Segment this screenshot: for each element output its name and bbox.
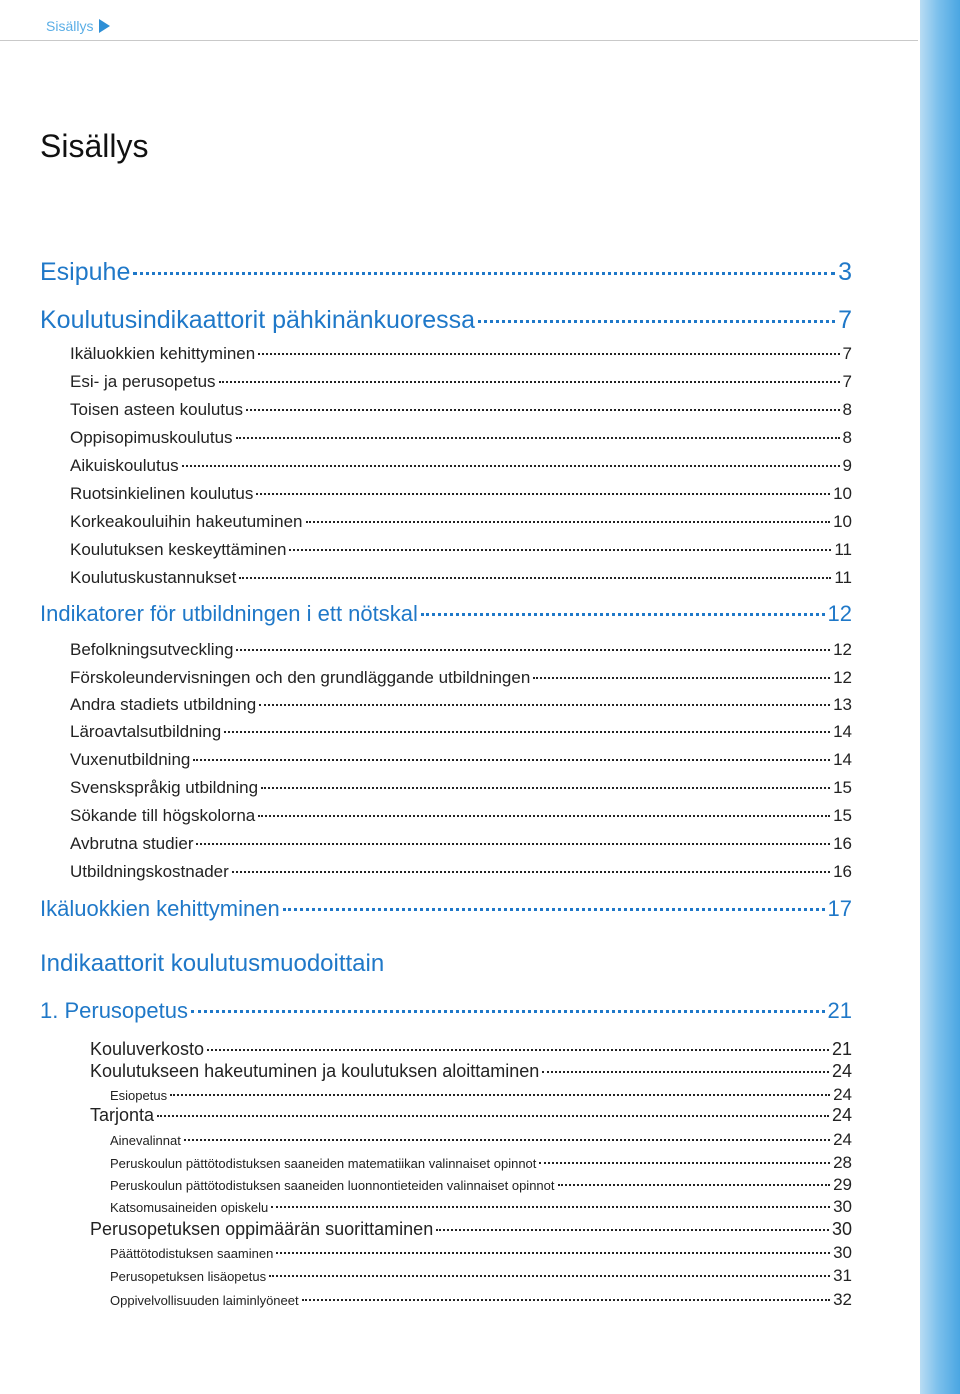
leader-dots [269,1275,830,1277]
page-title: Sisällys [40,128,149,164]
leader-dots [271,1206,830,1208]
leader-dots [157,1115,829,1117]
toc-entry-label: Esi- ja perusopetus [70,372,216,391]
leader-dots [133,272,835,275]
toc-entry[interactable] [70,568,852,588]
section-heading: Indikaattorit koulutusmuodoittain [40,950,385,977]
play-arrow-icon[interactable] [99,19,110,33]
toc-entry-label: Ikäluokkien kehittyminen [70,344,256,363]
toc-entry[interactable] [110,1153,852,1173]
toc-entry-page: 30 [833,1243,852,1262]
toc-entry-page: 17 [827,896,852,921]
leader-dots [276,1252,830,1254]
toc-entry-label: Ainevalinnat [110,1133,181,1148]
leader-dots [421,613,825,616]
leader-dots [193,759,830,761]
toc-entry-label: Esiopetus [110,1088,168,1103]
toc-entry-label: Förskoleundervisningen och den grundläggande utbildningen [70,668,531,687]
leader-dots [259,704,830,706]
toc-entry-page: 12 [833,668,852,687]
toc-entry-label: Päättötodistuksen saaminen [110,1246,274,1261]
toc-entry-page: 30 [833,1197,852,1216]
toc-entry-label: Katsomusaineiden opiskelu [110,1200,269,1215]
toc-entry-page: 30 [831,1219,852,1239]
toc-entry[interactable] [70,400,852,420]
toc-entry[interactable] [70,640,852,660]
toc-entry[interactable] [90,1219,852,1240]
toc-entry-page: 12 [827,601,852,626]
toc-entry[interactable] [70,668,852,688]
toc-entry-label: Koulutukseen hakeutuminen ja koulutuksen aloittaminen [90,1061,540,1081]
toc-entry-page: 32 [833,1290,852,1309]
toc-entry-label: Perusopetuksen oppimäärän suorittaminen [90,1219,434,1239]
toc-entry-label: Vuxenutbildning [70,750,191,769]
toc-entry-label: Avbrutna studier [70,834,194,853]
breadcrumb-label[interactable]: Sisällys [46,18,94,34]
toc-entry[interactable] [70,695,852,715]
toc-entry-label: Toisen asteen koulutus [70,400,243,419]
leader-dots [256,493,830,495]
toc-entry-page: 11 [834,568,852,587]
leader-dots [170,1094,830,1096]
leader-dots [542,1071,829,1073]
leader-dots [224,731,830,733]
toc-entry[interactable] [110,1175,852,1195]
leader-dots [283,908,825,911]
toc-entry-page: 29 [833,1175,852,1194]
toc-entry[interactable] [70,778,852,798]
toc-entry-label: Befolkningsutveckling [70,640,234,659]
leader-dots [478,320,835,323]
toc-entry-page: 7 [842,344,852,363]
toc-entry[interactable] [70,344,852,364]
toc-entry-page: 24 [831,1105,852,1125]
toc-entry-label: Oppisopimuskoulutus [70,428,233,447]
toc-entry-fi-section[interactable] [40,306,852,335]
toc-entry-page: 10 [833,484,852,503]
toc-entry-esipuhe[interactable] [40,258,852,287]
breadcrumb[interactable] [46,18,110,34]
toc-entry-label: Ruotsinkielinen koulutus [70,484,254,503]
leader-dots [289,549,831,551]
toc-entry-page: 13 [833,695,852,714]
toc-entry-page: 24 [831,1061,852,1081]
toc-entry[interactable] [90,1039,852,1060]
toc-entry[interactable] [110,1197,852,1217]
toc-entry-label: Sökande till högskolorna [70,806,256,825]
toc-entry-label: Korkeakouluihin hakeutuminen [70,512,303,531]
toc-entry-page: 14 [833,722,852,741]
toc-entry-label: Koulutusindikaattorit pähkinänkuoressa [40,306,475,334]
leader-dots [436,1229,829,1231]
toc-entry-label: Koulutuksen keskeyttäminen [70,540,287,559]
leader-dots [191,1010,825,1013]
leader-dots [207,1049,829,1051]
leader-dots [236,437,840,439]
toc-entry-ikaluokkien[interactable] [40,896,852,922]
toc-entry-page: 9 [842,456,852,475]
toc-entry-page: 21 [827,998,852,1023]
leader-dots [539,1162,830,1164]
toc-entry-label: Tarjonta [90,1105,155,1125]
toc-entry-label: Andra stadiets utbildning [70,695,257,714]
toc-entry-page: 12 [833,640,852,659]
leader-dots [219,381,840,383]
toc-entry[interactable] [70,540,852,560]
toc-entry-page: 15 [833,778,852,797]
toc-entry-page: 16 [833,862,852,881]
leader-dots [196,843,830,845]
header-divider [0,40,918,41]
toc-entry[interactable] [90,1105,852,1126]
leader-dots [306,521,831,523]
toc-entry[interactable] [70,428,852,448]
leader-dots [232,871,830,873]
toc-entry-label: Oppivelvollisuuden laiminlyöneet [110,1293,299,1308]
toc-entry[interactable] [110,1243,852,1263]
toc-entry[interactable] [110,1266,852,1286]
toc-entry-label: 1. Perusopetus [40,998,188,1023]
toc-entry-label: Indikatorer för utbildningen i ett nötskal [40,601,418,626]
toc-entry[interactable] [70,862,852,882]
toc-entry[interactable] [110,1290,852,1310]
toc-entry-page: 24 [833,1130,852,1149]
toc-entry-label: Peruskoulun pättötodistuksen saaneiden luonnontieteiden valinnaiset opinnot [110,1178,555,1193]
toc-entry-label: Läroavtalsutbildning [70,722,222,741]
toc-entry-sv-section[interactable] [40,601,852,627]
toc-entry-page: 31 [833,1266,852,1285]
toc-entry-label: Utbildningskostnader [70,862,229,881]
toc-entry-label: Peruskoulun pättötodistuksen saaneiden matematiikan valinnaiset opinnot [110,1156,537,1171]
toc-entry[interactable] [90,1061,852,1082]
leader-dots [182,465,840,467]
toc-entry[interactable] [70,806,852,826]
toc-entry[interactable] [70,372,852,392]
toc-entry[interactable] [70,512,852,532]
toc-entry-perusopetus[interactable] [40,998,852,1024]
toc-entry[interactable] [110,1085,852,1105]
toc-entry[interactable] [110,1130,852,1150]
toc-entry[interactable] [70,750,852,770]
toc-entry-label: Ikäluokkien kehittyminen [40,896,280,921]
toc-entry-label: Perusopetuksen lisäopetus [110,1269,267,1284]
toc-entry-page: 24 [833,1085,852,1104]
leader-dots [258,815,830,817]
decorative-side-bar [920,0,960,1394]
leader-dots [184,1139,830,1141]
toc-entry-label: Esipuhe [40,258,131,286]
leader-dots [558,1184,831,1186]
toc-entry[interactable] [70,456,852,476]
toc-entry-page: 8 [842,400,852,419]
toc-entry-page: 11 [834,540,852,559]
leader-dots [239,577,831,579]
leader-dots [302,1299,830,1301]
toc-entry[interactable] [70,834,852,854]
leader-dots [533,677,830,679]
toc-entry-page: 15 [833,806,852,825]
toc-entry-label: Svenskspråkig utbildning [70,778,259,797]
toc-entry-label: Aikuiskoulutus [70,456,179,475]
toc-entry-page: 10 [833,512,852,531]
toc-entry-label: Koulutuskustannukset [70,568,237,587]
toc-entry-page: 16 [833,834,852,853]
toc-entry-page: 7 [838,306,852,334]
toc-entry-page: 28 [833,1153,852,1172]
toc-entry-label: Kouluverkosto [90,1039,205,1059]
toc-entry-page: 3 [838,258,852,286]
leader-dots [261,787,830,789]
toc-entry-page: 7 [842,372,852,391]
toc-entry[interactable] [70,722,852,742]
toc-entry[interactable] [70,484,852,504]
toc-entry-page: 21 [831,1039,852,1059]
leader-dots [236,649,830,651]
leader-dots [258,353,839,355]
toc-entry-page: 8 [842,428,852,447]
leader-dots [246,409,840,411]
toc-entry-page: 14 [833,750,852,769]
